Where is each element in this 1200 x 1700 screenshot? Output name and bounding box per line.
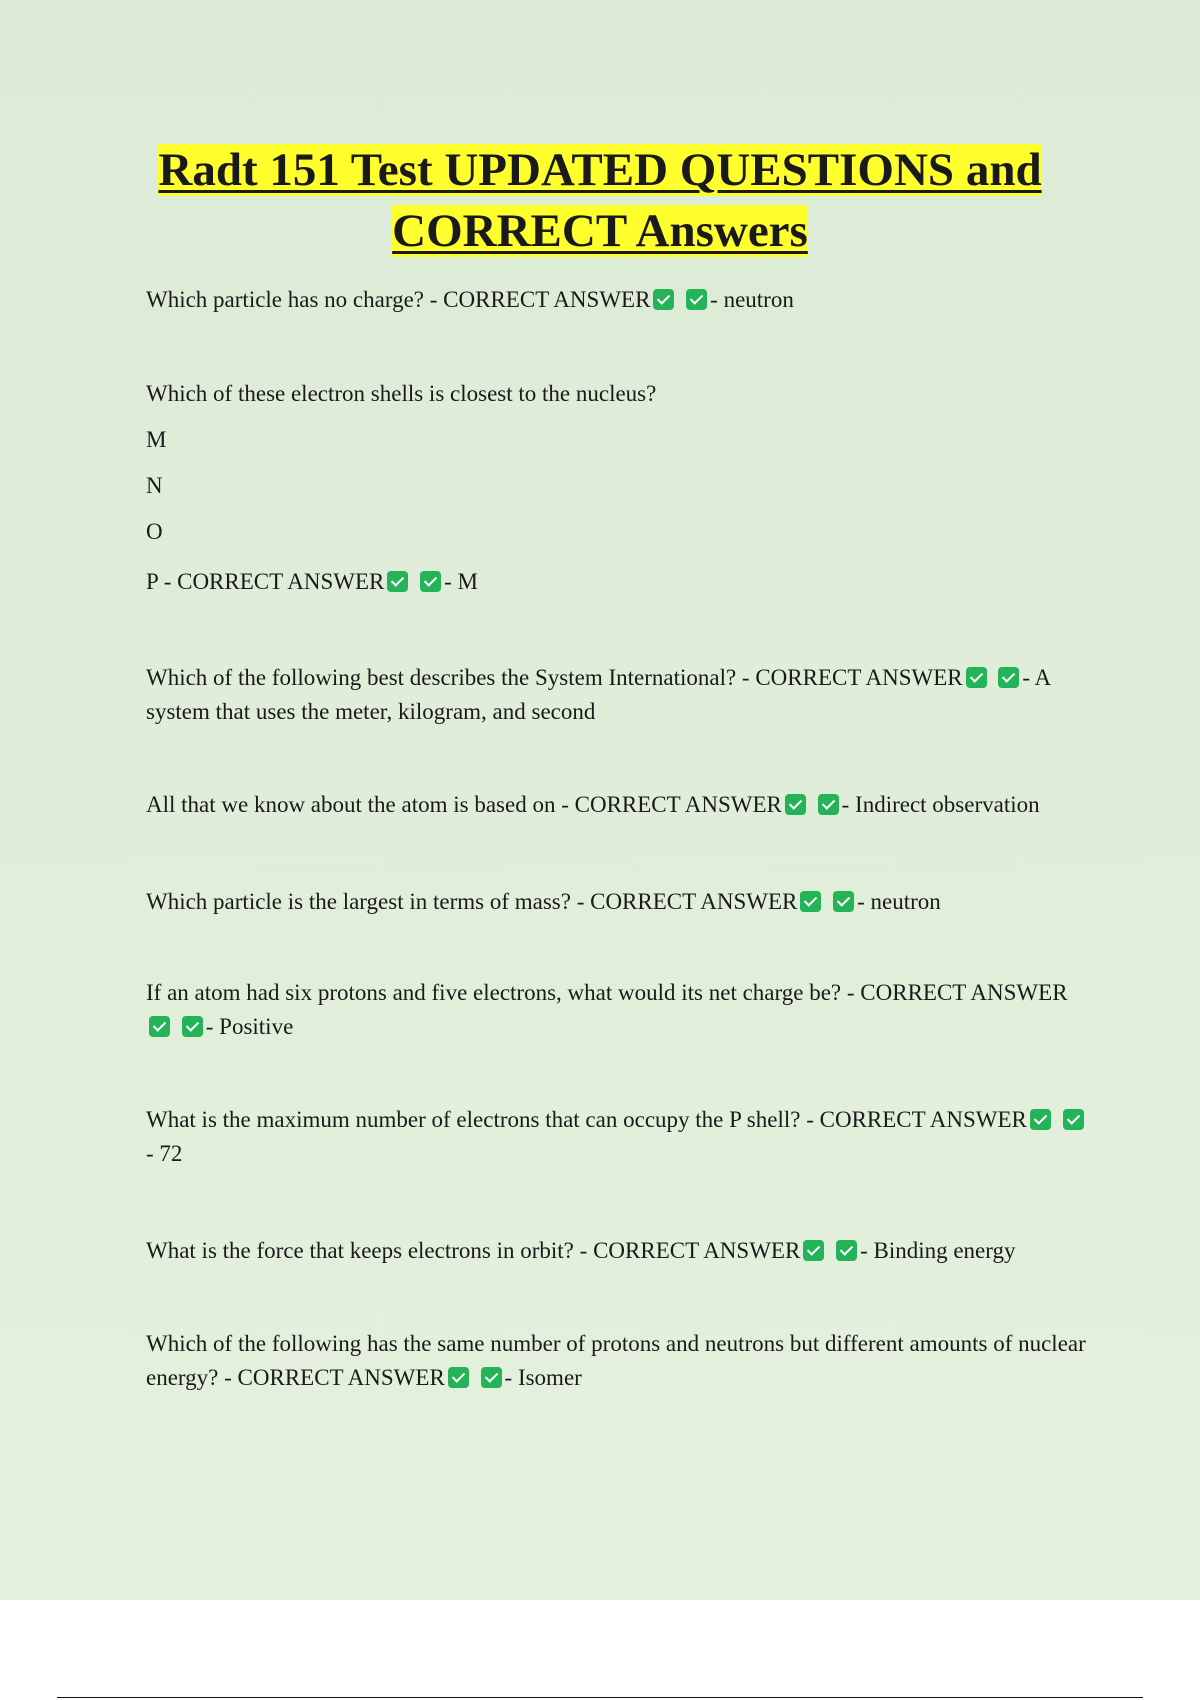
check-mark-icon — [653, 289, 674, 310]
answer-marker: CORRECT ANSWER — [574, 792, 782, 817]
answer-marker: CORRECT ANSWER — [590, 889, 798, 914]
answer-text: - M — [444, 569, 478, 594]
check-mark-icon — [420, 571, 441, 592]
question-text: Which particle is the largest in terms of mass? - — [146, 889, 591, 914]
option-item-with-answer — [146, 565, 1092, 599]
qa-item — [146, 976, 1092, 1044]
option-item: N — [146, 473, 163, 498]
answer-text: - Indirect observation — [841, 792, 1040, 817]
qa-item — [146, 1234, 1092, 1268]
option-item: M — [146, 427, 167, 452]
check-mark-icon — [686, 289, 707, 310]
qa-item — [146, 788, 1092, 822]
answer-text: - 72 — [146, 1141, 183, 1166]
question-text: Which of the following has the same number of protons and neutrons but different amounts of nuclear energy? - — [146, 1331, 1086, 1390]
question-text: If an atom had six protons and five electrons, what would its net charge be? - — [146, 980, 861, 1005]
question-text: Which of the following best describes the System International? - — [146, 665, 756, 690]
answer-text: - Positive — [205, 1014, 294, 1039]
option-item: O — [146, 519, 163, 544]
option-item: P - — [146, 569, 178, 594]
answer-marker: CORRECT ANSWER — [177, 569, 385, 594]
check-mark-icon — [149, 1016, 170, 1037]
answer-text: - A system that uses the meter, kilogram, and second — [146, 665, 1050, 724]
question-text: Which particle has no charge? - — [146, 287, 444, 312]
qa-item — [146, 377, 1092, 599]
answer-marker: CORRECT ANSWER — [755, 665, 963, 690]
check-mark-icon — [387, 571, 408, 592]
check-mark-icon — [182, 1016, 203, 1037]
check-mark-icon — [998, 667, 1019, 688]
check-mark-icon — [800, 891, 821, 912]
question-text: Which of these electron shells is closest to the nucleus? — [146, 381, 657, 406]
check-mark-icon — [836, 1240, 857, 1261]
check-mark-icon — [966, 667, 987, 688]
check-mark-icon — [833, 891, 854, 912]
document-title: Radt 151 Test UPDATED QUESTIONS and CORRECT Answers — [158, 144, 1042, 257]
question-text: What is the maximum number of electrons that can occupy the P shell? - — [146, 1107, 820, 1132]
answer-marker: CORRECT ANSWER — [237, 1365, 445, 1390]
qa-item — [146, 283, 1092, 317]
footer-divider — [57, 1697, 1143, 1698]
check-mark-icon — [448, 1367, 469, 1388]
question-text: What is the force that keeps electrons in orbit? - — [146, 1238, 594, 1263]
question-text: All that we know about the atom is based on - — [146, 792, 575, 817]
check-mark-icon — [818, 794, 839, 815]
answer-text: - neutron — [710, 287, 794, 312]
answer-marker: CORRECT ANSWER — [819, 1107, 1027, 1132]
check-mark-icon — [785, 794, 806, 815]
check-mark-icon — [1030, 1109, 1051, 1130]
answer-marker: CORRECT ANSWER — [860, 980, 1068, 1005]
qa-item — [146, 885, 1092, 919]
qa-item — [146, 1327, 1092, 1395]
qa-item — [146, 661, 1092, 729]
answer-marker: CORRECT ANSWER — [443, 287, 651, 312]
answer-text: - neutron — [857, 889, 941, 914]
qa-item — [146, 1103, 1092, 1171]
check-mark-icon — [803, 1240, 824, 1261]
qa-list — [146, 283, 1092, 1395]
check-mark-icon — [481, 1367, 502, 1388]
answer-marker: CORRECT ANSWER — [593, 1238, 801, 1263]
answer-text: - Binding energy — [860, 1238, 1016, 1263]
check-mark-icon — [1063, 1109, 1084, 1130]
answer-text: - Isomer — [504, 1365, 582, 1390]
